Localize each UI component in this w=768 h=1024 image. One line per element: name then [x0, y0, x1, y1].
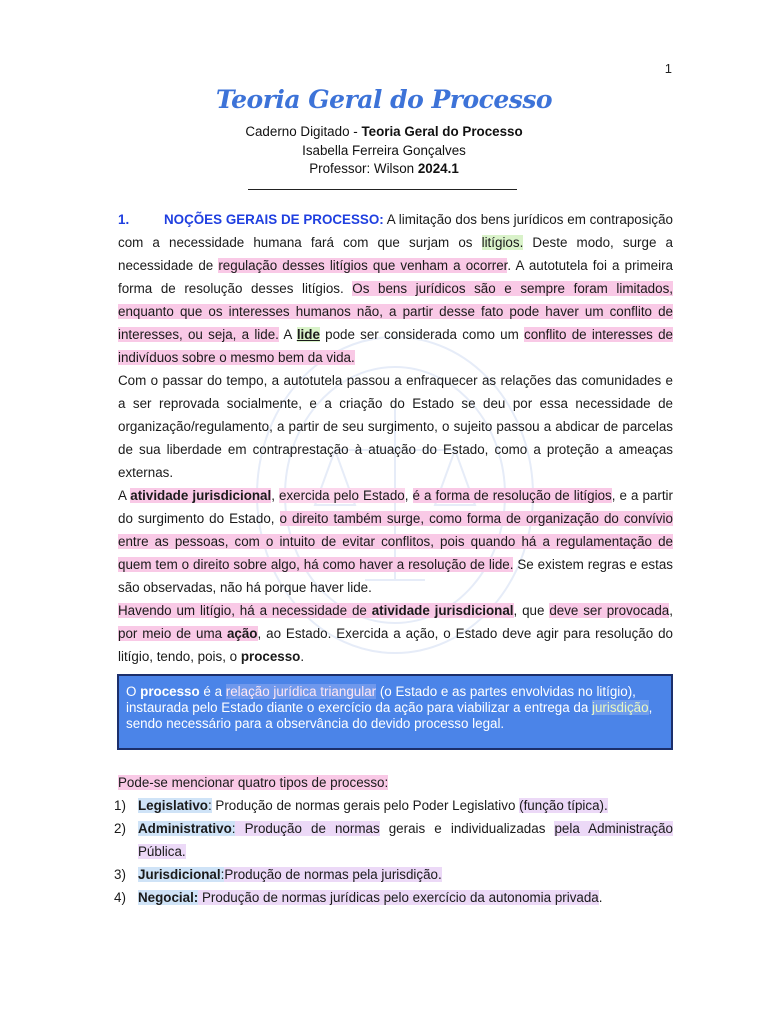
list-item: 4) Negocial: Produção de normas jurídicas pelo exercício da autonomia privada. [114, 890, 603, 905]
document-title: Teoria Geral do Processo [215, 85, 553, 114]
paragraph-4: Havendo um litígio, há a necessidade de atividade jurisdicional, que deve ser provocada, por meio de uma ação, ao Estado. Exercida a ação, o Estado deve agir para resolução do litígio, tendo, pois, o processo. [118, 603, 674, 664]
section-title: NOÇÕES GERAIS DE PROCESSO: [164, 212, 384, 227]
document-header [0, 123, 768, 179]
types-intro: Pode-se mencionar quatro tipos de processo: [118, 775, 389, 790]
paragraph-3: A atividade jurisdicional, exercida pelo Estado, é a forma de resolução de litígios, e a partir do surgimento do Estado, o direito também surge, como forma de organização do convívio entre as pessoas, com o intuito de evitar conflitos, pois quando há a regulamentação de quem tem o direito sobre algo, há como haver a resolução de lide. Se existem regras e estas são observadas, não há porque haver lide. [118, 488, 673, 595]
header-divider [248, 189, 517, 190]
list-item: 3) Jurisdicional:Produção de normas pela jurisdição. [114, 867, 442, 882]
process-definition-callout: O processo é a relação jurídica triangular (o Estado e as partes envolvidas no litígio), instaurada pelo Estado diante o exercício da ação para viabilizar a entrega da jurisdição, sendo necessário para a observância do devido processo legal. [117, 674, 673, 750]
list-item: 1) Legislativo: Produção de normas gerais pelo Poder Legislativo (função típica). [114, 798, 608, 813]
author-line: Isabella Ferreira Gonçalves [302, 142, 466, 158]
paragraph-1: 1. NOÇÕES GERAIS DE PROCESSO: A limitação dos bens jurídicos em contraposição com a necessidade humana fará com que surjam os litígios. Deste modo, surge a necessidade de regulação desses litígios que venham a ocorrer. A autotutela foi a primeira forma de resolução desses litígios. Os bens jurídicos são e sempre foram limitados, enquanto que os interesses humanos não, a partir desse fato pode haver um conflito de interesses, ou seja, a lide. A lide pode ser considerada como um conflito de interesses de indivíduos sobre o mesmo bem da vida. [118, 208, 673, 369]
section-number: 1. [118, 212, 130, 227]
list-item: 2) Administrativo: Produção de normas gerais e individualizadas pela Administração Pública. [114, 821, 673, 859]
document-body [118, 208, 673, 668]
paragraph-2: Com o passar do tempo, a autotutela passou a enfraquecer as relações das comunidades e a ser reprovada socialmente, e a criação do Estado se deu por essa necessidade de organização/regulamento, a partir de seu surgimento, o sujeito passou a abdicar de parcelas de sua liberdade em contraprestação à atuação do Estado, como a proteção a ameaças externas. [118, 373, 673, 480]
process-types-section [114, 771, 673, 909]
page-number: 1 [664, 61, 672, 76]
process-types-list [114, 794, 673, 909]
professor-line: Professor: Wilson 2024.1 [309, 161, 459, 176]
notebook-line: Caderno Digitado - Teoria Geral do Processo [245, 124, 523, 139]
